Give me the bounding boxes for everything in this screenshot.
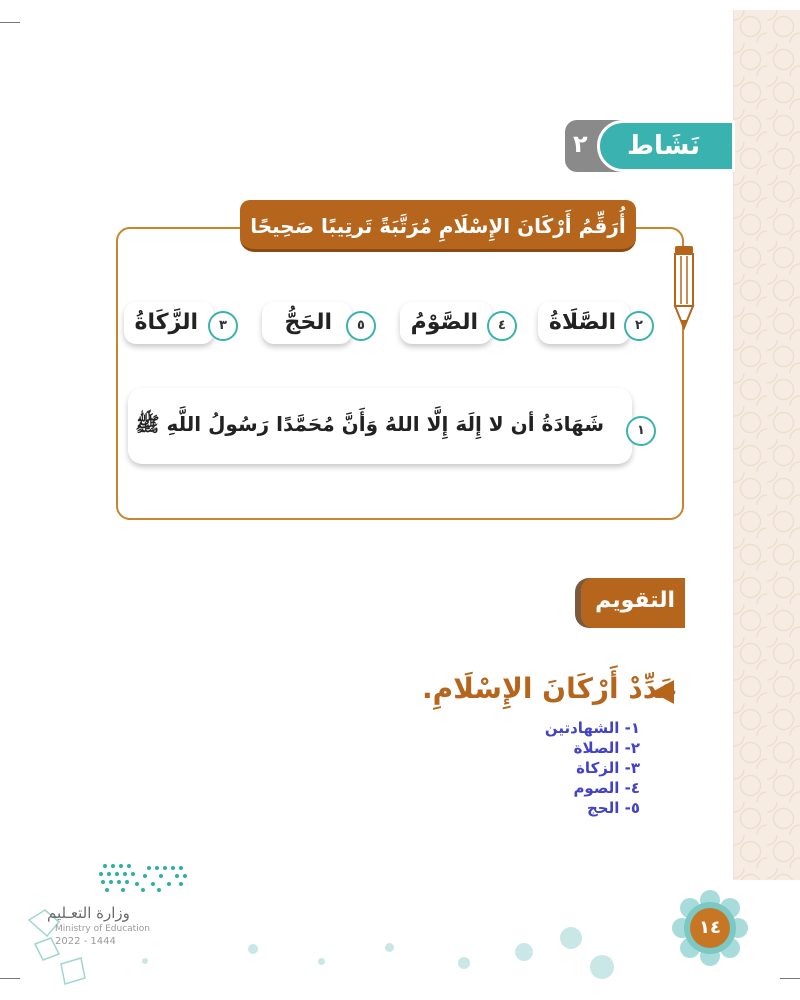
answer-list bbox=[545, 718, 640, 818]
answer-item: ٤- الصوم bbox=[573, 779, 640, 797]
ministry-year: 2022 - 1444 bbox=[55, 936, 116, 947]
pillar-number-badge: ١ bbox=[626, 416, 656, 446]
decorative-side-pattern bbox=[733, 10, 800, 880]
evaluation-label-box bbox=[581, 578, 685, 628]
pillar-text: الزَّكَاةُ bbox=[134, 310, 198, 335]
answer-item: ٣- الزكاة bbox=[576, 759, 640, 777]
pillar-number-badge: ٢ bbox=[624, 311, 654, 341]
evaluation-question: عَدِّدْ أَرْكَانَ الإِسْلَامِ. bbox=[422, 672, 678, 705]
decorative-dot bbox=[248, 944, 258, 954]
page-number: ١٤ bbox=[690, 908, 730, 948]
pillar-card-salah bbox=[538, 302, 630, 344]
decorative-dot bbox=[590, 955, 614, 979]
pillar-card-zakah bbox=[124, 302, 214, 344]
activity-number: ٢ bbox=[573, 130, 588, 158]
answer-item: ١- الشهادتين bbox=[544, 719, 640, 737]
decorative-dot bbox=[318, 958, 325, 965]
decorative-dot bbox=[385, 943, 394, 952]
activity-instruction: أُرَقِّمُ أَرْكَانَ الإِسْلَامِ مُرَتَّبَةً تَرتِيبًا صَحِيحًا bbox=[240, 200, 636, 252]
answer-item: ٥- الحج bbox=[587, 799, 640, 817]
pillar-card-sawm bbox=[400, 302, 492, 344]
pillar-card-shahada bbox=[128, 388, 632, 464]
ministry-logo bbox=[25, 860, 195, 990]
activity-frame bbox=[116, 227, 684, 520]
activity-label-box bbox=[597, 120, 735, 172]
pillar-number-badge: ٤ bbox=[487, 311, 517, 341]
answer-item: ٢- الصلاة bbox=[573, 739, 640, 757]
activity-label: نَشَاط bbox=[627, 131, 700, 161]
evaluation-label: التقويم bbox=[595, 588, 675, 613]
page-number-medallion bbox=[672, 890, 748, 966]
ministry-name-english: Ministry of Education bbox=[55, 924, 150, 934]
pillar-text: الحَجُّ bbox=[284, 310, 332, 335]
decorative-dot bbox=[458, 957, 470, 969]
activity-heading bbox=[565, 120, 735, 172]
pillar-text: الصَّلَاةُ bbox=[548, 310, 616, 335]
pillar-text: شَهَادَةُ أن لا إِلَهَ إِلَّا اللهُ وَأَنَّ مُحَمَّدًا رَسُولُ اللَّهِ ﷺ bbox=[135, 412, 604, 436]
pillar-text: الصَّوْمُ bbox=[410, 310, 478, 335]
evaluation-heading bbox=[575, 578, 685, 628]
decorative-dot bbox=[560, 927, 582, 949]
pencil-icon bbox=[673, 242, 695, 332]
pillar-number-badge: ٣ bbox=[208, 311, 238, 341]
pillar-number-badge: ٥ bbox=[346, 311, 376, 341]
ministry-name-arabic: وزارة التعـليم bbox=[47, 904, 130, 922]
pillar-card-hajj bbox=[262, 302, 352, 344]
decorative-dot bbox=[515, 943, 533, 961]
